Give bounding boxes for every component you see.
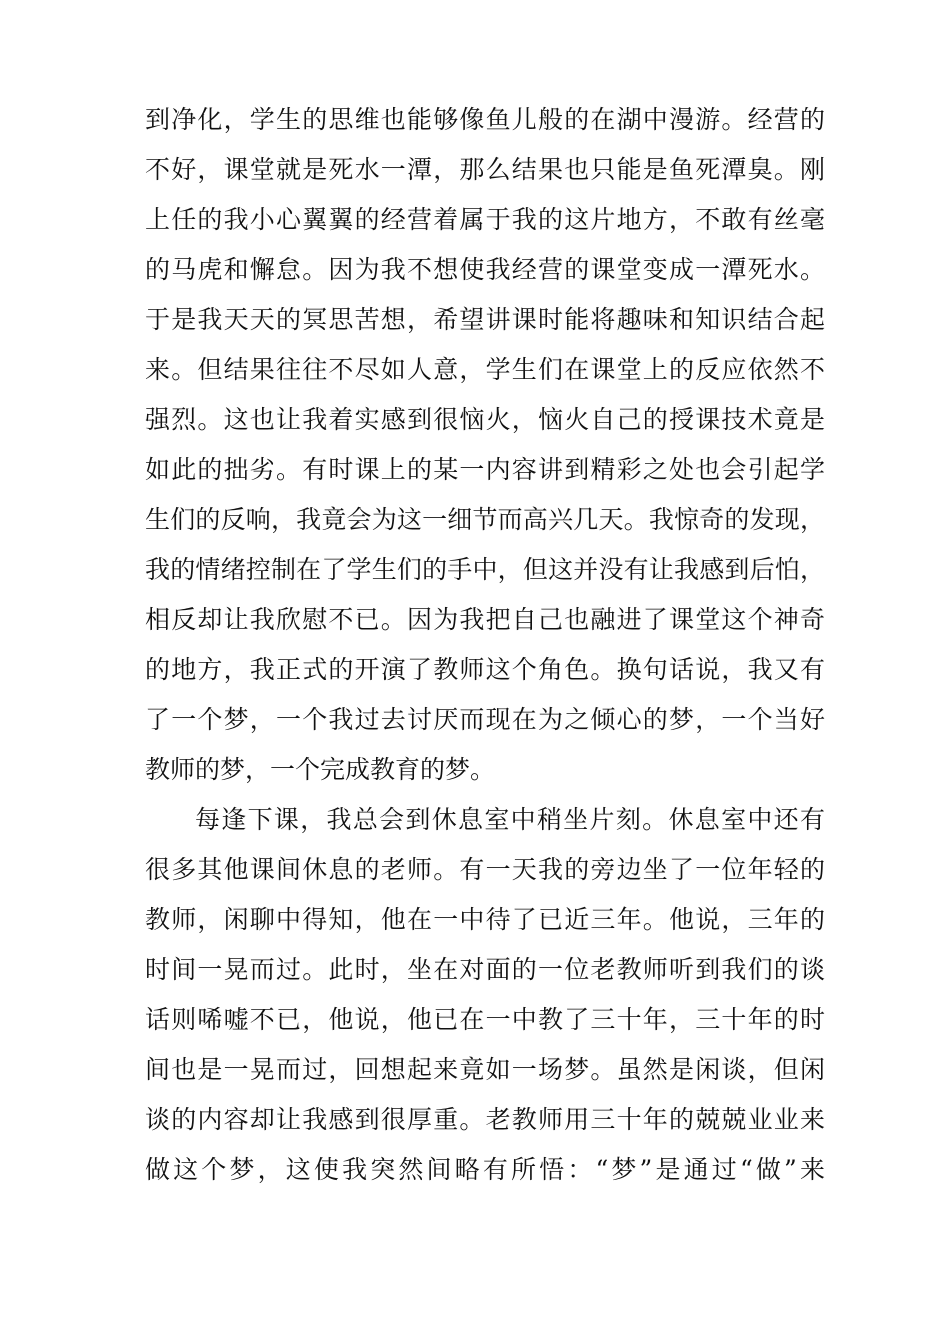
text-line: 上任的我小心翼翼的经营着属于我的这片地方，不敢有丝毫 — [145, 205, 825, 234]
text-line: 话则唏嘘不已，他说，他已在一中教了三十年，三十年的时 — [145, 1005, 825, 1034]
text-line: 了一个梦，一个我过去讨厌而现在为之倾心的梦，一个当好 — [145, 705, 825, 734]
text-line: 于是我天天的冥思苦想，希望讲课时能将趣味和知识结合起 — [145, 305, 825, 334]
paragraph-1 — [145, 95, 825, 795]
text-line: 每逢下课，我总会到休息室中稍坐片刻。休息室中还有 — [195, 805, 825, 834]
body-text — [145, 95, 825, 1195]
text-line: 教师的梦，一个完成教育的梦。 — [145, 755, 496, 784]
text-line: 的马虎和懈怠。因为我不想使我经营的课堂变成一潭死水。 — [145, 255, 825, 284]
text-line: 到净化，学生的思维也能够像鱼儿般的在湖中漫游。经营的 — [145, 105, 825, 134]
text-line: 教师，闲聊中得知，他在一中待了已近三年。他说，三年的 — [145, 905, 825, 934]
text-line: 来。但结果往往不尽如人意，学生们在课堂上的反应依然不 — [145, 355, 825, 384]
text-line: 谈的内容却让我感到很厚重。老教师用三十年的兢兢业业来 — [145, 1105, 825, 1134]
text-line: 如此的拙劣。有时课上的某一内容讲到精彩之处也会引起学 — [145, 455, 825, 484]
text-line: 相反却让我欣慰不已。因为我把自己也融进了课堂这个神奇 — [145, 605, 825, 634]
text-line: 的地方，我正式的开演了教师这个角色。换句话说，我又有 — [145, 655, 825, 684]
text-line: 强烈。这也让我着实感到很恼火，恼火自己的授课技术竟是 — [145, 405, 825, 434]
text-line: 我的情绪控制在了学生们的手中，但这并没有让我感到后怕， — [145, 555, 825, 584]
text-line: 间也是一晃而过，回想起来竟如一场梦。虽然是闲谈，但闲 — [145, 1055, 825, 1084]
text-line: 生们的反响，我竟会为这一细节而高兴几天。我惊奇的发现， — [145, 505, 825, 534]
text-line: 做这个梦，这使我突然间略有所悟：“梦”是通过“做”来 — [145, 1155, 825, 1184]
text-line: 很多其他课间休息的老师。有一天我的旁边坐了一位年轻的 — [145, 855, 825, 884]
paragraph-2 — [145, 795, 825, 1195]
text-line: 时间一晃而过。此时，坐在对面的一位老教师听到我们的谈 — [145, 955, 825, 984]
text-line: 不好，课堂就是死水一潭，那么结果也只能是鱼死潭臭。刚 — [145, 155, 825, 184]
